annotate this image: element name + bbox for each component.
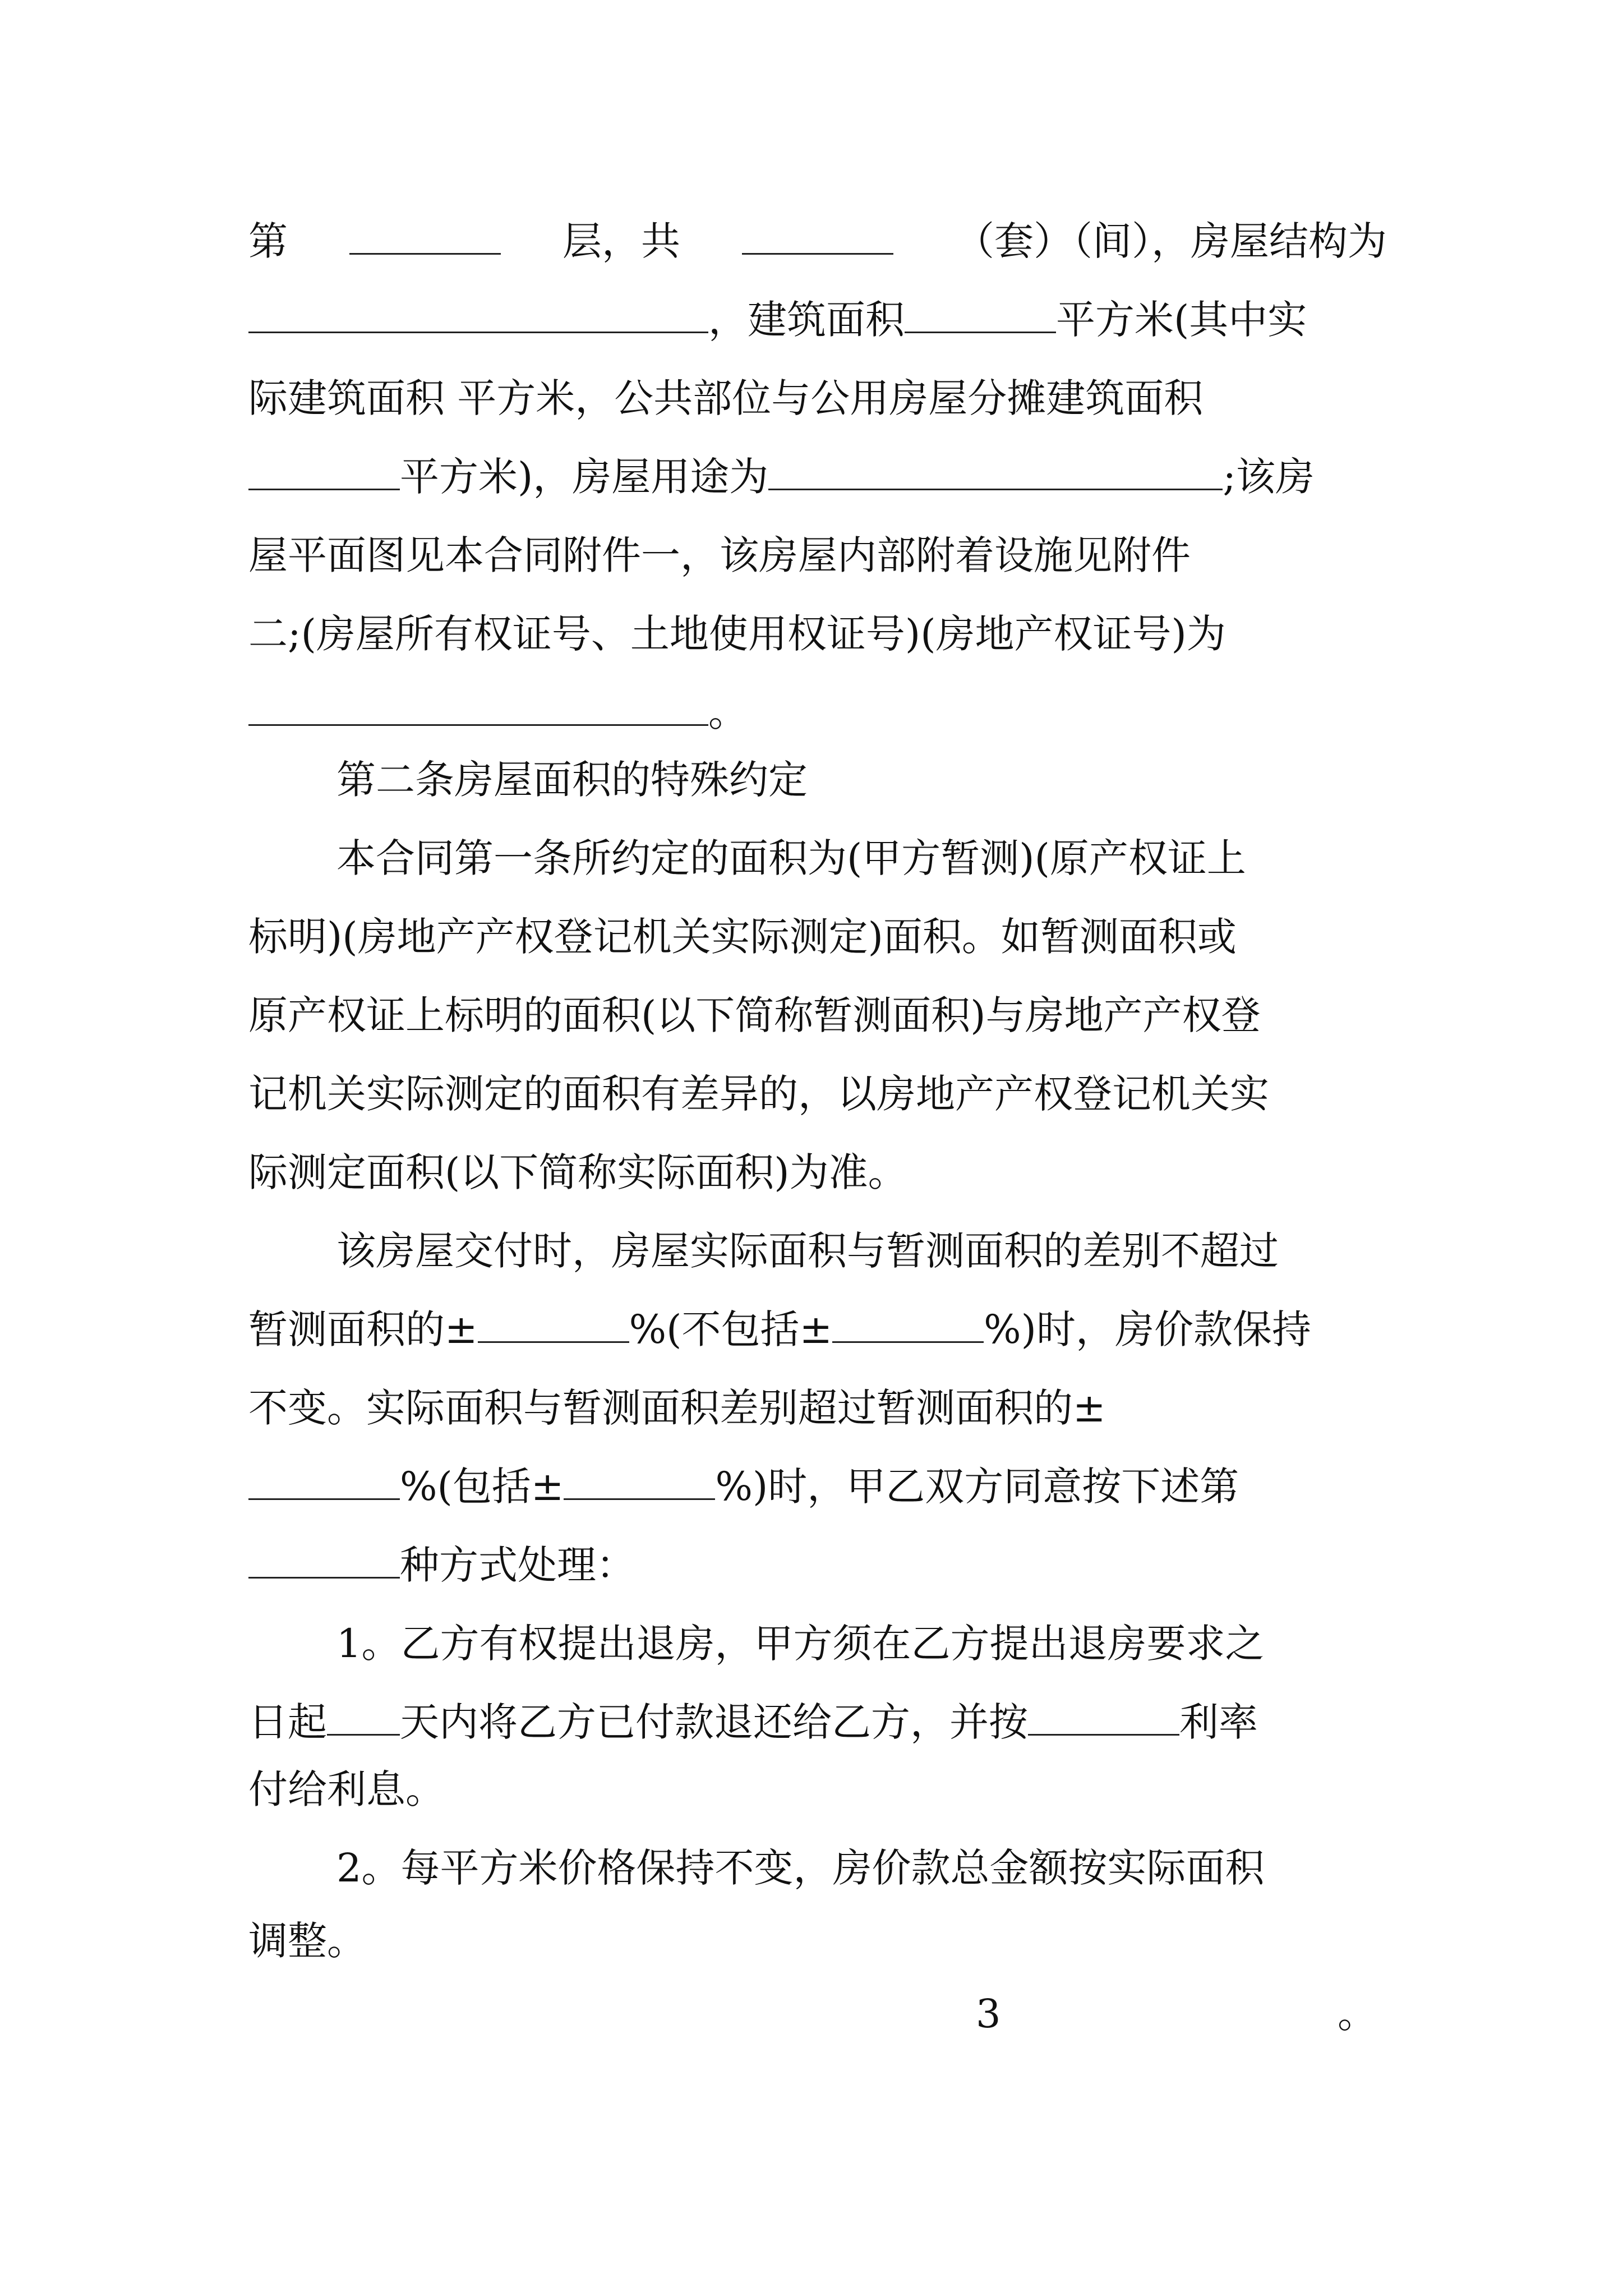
- text-segment: 平方米)，房屋用途为: [400, 454, 769, 500]
- fill-blank-floor[interactable]: [349, 215, 501, 255]
- text-segment: %(不包括±: [629, 1306, 833, 1352]
- text-line-20: [248, 1694, 1387, 1750]
- text-segment: 暂测面积的±: [248, 1306, 478, 1352]
- text-line-17: [248, 1458, 1387, 1515]
- fill-blank-tolerance-b[interactable]: [832, 1303, 984, 1343]
- text-segment: 第: [248, 218, 288, 264]
- text-segment: 平方米(其中实: [1056, 297, 1307, 343]
- text-segment: %(包括±: [400, 1464, 564, 1510]
- text-line-23: 调整。: [248, 1918, 366, 1964]
- fill-blank-shared-area[interactable]: [248, 450, 400, 490]
- fill-blank-certificate-no[interactable]: [248, 686, 708, 726]
- text-line-11: 原产权证上标明的面积(以下简称暂测面积)与房地产产权登: [248, 992, 1261, 1038]
- text-segment: 层，共: [562, 218, 680, 264]
- text-segment: 种方式处理：: [400, 1542, 635, 1588]
- fill-blank-units[interactable]: [742, 215, 893, 255]
- text-line-1: [248, 213, 1387, 269]
- text-line-22: 2。每平方米价格保持不变，房价款总金额按实际面积: [336, 1845, 1265, 1891]
- fill-blank-method[interactable]: [248, 1539, 400, 1579]
- text-line-15: [248, 1301, 1387, 1358]
- fill-blank-building-area[interactable]: [905, 293, 1056, 333]
- text-segment: （套）（间），房屋结构为: [955, 218, 1387, 264]
- text-segment: 。: [708, 689, 748, 735]
- fill-blank-usage[interactable]: [768, 450, 1223, 490]
- text-line-6: 二;(房屋所有权证号、土地使用权证号)(房地产权证号)为: [248, 611, 1226, 657]
- text-line-4: [248, 449, 1387, 505]
- fill-blank-tolerance-a[interactable]: [478, 1303, 629, 1343]
- text-line-3: 际建筑面积 平方米，公共部位与公用房屋分摊建筑面积: [248, 375, 1204, 421]
- text-line-12: 记机关实际测定的面积有差异的，以房地产产权登记机关实: [248, 1071, 1269, 1117]
- text-segment: ;该房: [1223, 454, 1315, 500]
- text-line-21: 付给利息。: [248, 1766, 445, 1812]
- fill-blank-structure[interactable]: [248, 293, 708, 333]
- text-line-16: 不变。实际面积与暂测面积差别超过暂测面积的±: [248, 1385, 1106, 1431]
- page-number: 3: [976, 1991, 1001, 2037]
- text-line-14: 该房屋交付时，房屋实际面积与暂测面积的差别不超过: [336, 1228, 1279, 1274]
- text-line-19: 1。乙方有权提出退房，甲方须在乙方提出退房要求之: [336, 1621, 1265, 1667]
- text-line-13: 际测定面积(以下简称实际面积)为准。: [248, 1149, 907, 1195]
- footer-mark: 。: [1338, 1991, 1377, 2037]
- text-line-10: 标明)(房地产产权登记机关实际测定)面积。如暂测面积或: [248, 914, 1237, 960]
- fill-blank-tolerance-d[interactable]: [564, 1460, 715, 1500]
- fill-blank-days[interactable]: [327, 1696, 400, 1736]
- text-line-5: 屋平面图见本合同附件一，该房屋内部附着设施见附件: [248, 532, 1191, 578]
- fill-blank-tolerance-c[interactable]: [248, 1460, 400, 1500]
- section-heading: 第二条房屋面积的特殊约定: [336, 757, 808, 803]
- text-segment: %)时，房价款保持: [984, 1306, 1311, 1352]
- text-segment: 日起: [248, 1699, 327, 1745]
- text-segment: %)时，甲乙双方同意按下述第: [715, 1464, 1239, 1510]
- text-line-7: [248, 684, 1387, 740]
- text-line-2: [248, 292, 1387, 348]
- text-segment: ，建筑面积: [708, 297, 905, 343]
- text-line-18: [248, 1537, 1387, 1593]
- fill-blank-interest-rate[interactable]: [1028, 1696, 1179, 1736]
- text-segment: 天内将乙方已付款退还给乙方，并按: [400, 1699, 1028, 1745]
- text-line-9: 本合同第一条所约定的面积为(甲方暂测)(原产权证上: [336, 835, 1246, 881]
- text-segment: 利率: [1179, 1699, 1258, 1745]
